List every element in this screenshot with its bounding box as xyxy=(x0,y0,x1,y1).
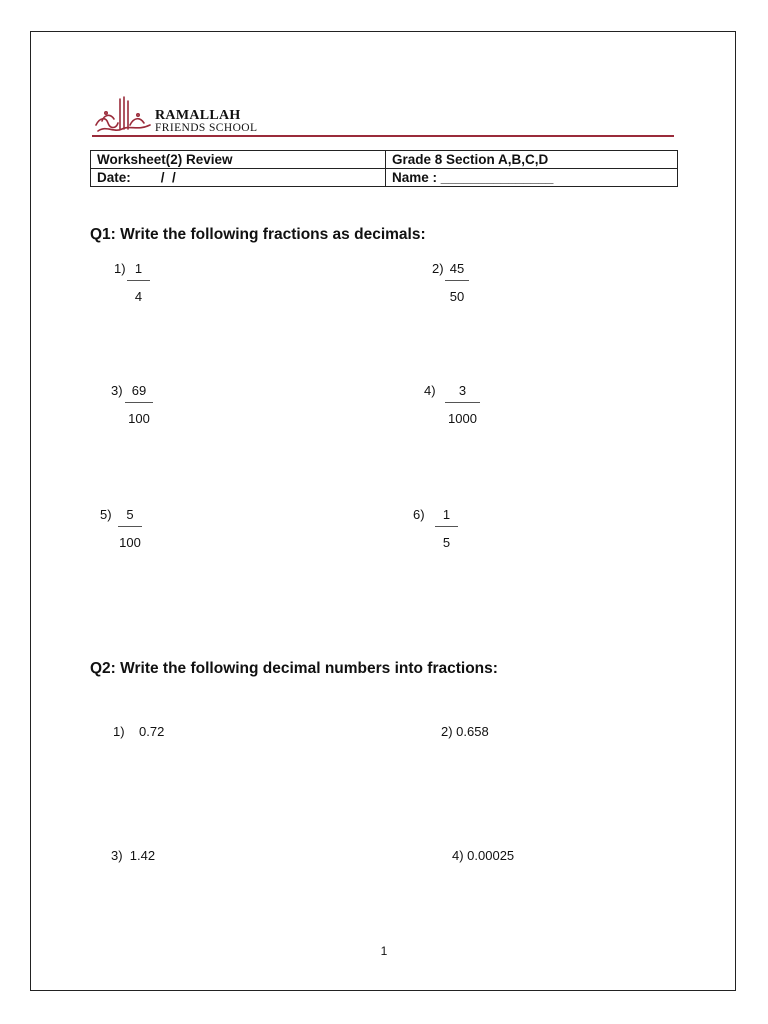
q1-item-5-label: 5) xyxy=(100,507,112,522)
school-name: RAMALLAH xyxy=(155,108,241,123)
q1-item-6-fraction xyxy=(435,507,458,550)
q1-item-1-fraction xyxy=(127,261,150,304)
denominator: 1000 xyxy=(448,411,477,426)
denominator: 4 xyxy=(134,289,143,304)
numerator: 69 xyxy=(125,383,153,403)
logo-divider xyxy=(92,135,674,137)
denominator: 100 xyxy=(128,411,150,426)
numerator: 5 xyxy=(118,507,142,527)
q2-heading: Q2: Write the following decimal numbers into fractions: xyxy=(90,660,498,677)
numerator: 1 xyxy=(435,507,458,527)
q1-item-4-label: 4) xyxy=(424,383,436,398)
grade-section: Grade 8 Section A,B,C,D xyxy=(386,151,678,169)
worksheet-header-table xyxy=(90,150,678,187)
q1-item-2-label: 2) xyxy=(432,261,444,276)
q1-item-4-fraction xyxy=(445,383,480,426)
worksheet-title: Worksheet(2) Review xyxy=(91,151,386,169)
q1-heading: Q1: Write the following fractions as decimals: xyxy=(90,226,426,243)
q1-item-2-fraction xyxy=(445,261,469,304)
q1-item-1-label: 1) xyxy=(114,261,126,276)
q1-item-3-fraction xyxy=(125,383,153,426)
q2-item-1: 1) 0.72 xyxy=(113,724,165,739)
calligraphy-logo-icon xyxy=(92,95,154,137)
q2-item-3: 3) 1.42 xyxy=(111,848,156,863)
numerator: 3 xyxy=(445,383,480,403)
denominator: 5 xyxy=(442,535,451,550)
school-subtitle: FRIENDS SCHOOL xyxy=(155,122,258,134)
q1-item-5-fraction xyxy=(118,507,142,550)
denominator: 100 xyxy=(119,535,141,550)
q2-item-2: 2) 0.658 xyxy=(441,724,489,739)
header-row-2 xyxy=(91,169,678,187)
denominator: 50 xyxy=(449,289,465,304)
page-number: 1 xyxy=(380,944,388,958)
header-row-1 xyxy=(91,151,678,169)
q2-item-4: 4) 0.00025 xyxy=(452,848,515,863)
numerator: 45 xyxy=(445,261,469,281)
name-field[interactable]: Name : _______________ xyxy=(386,169,678,187)
school-logo xyxy=(92,95,682,140)
q1-item-6-label: 6) xyxy=(413,507,425,522)
numerator: 1 xyxy=(127,261,150,281)
date-field[interactable]: Date: / / xyxy=(91,169,386,187)
q1-item-3-label: 3) xyxy=(111,383,123,398)
